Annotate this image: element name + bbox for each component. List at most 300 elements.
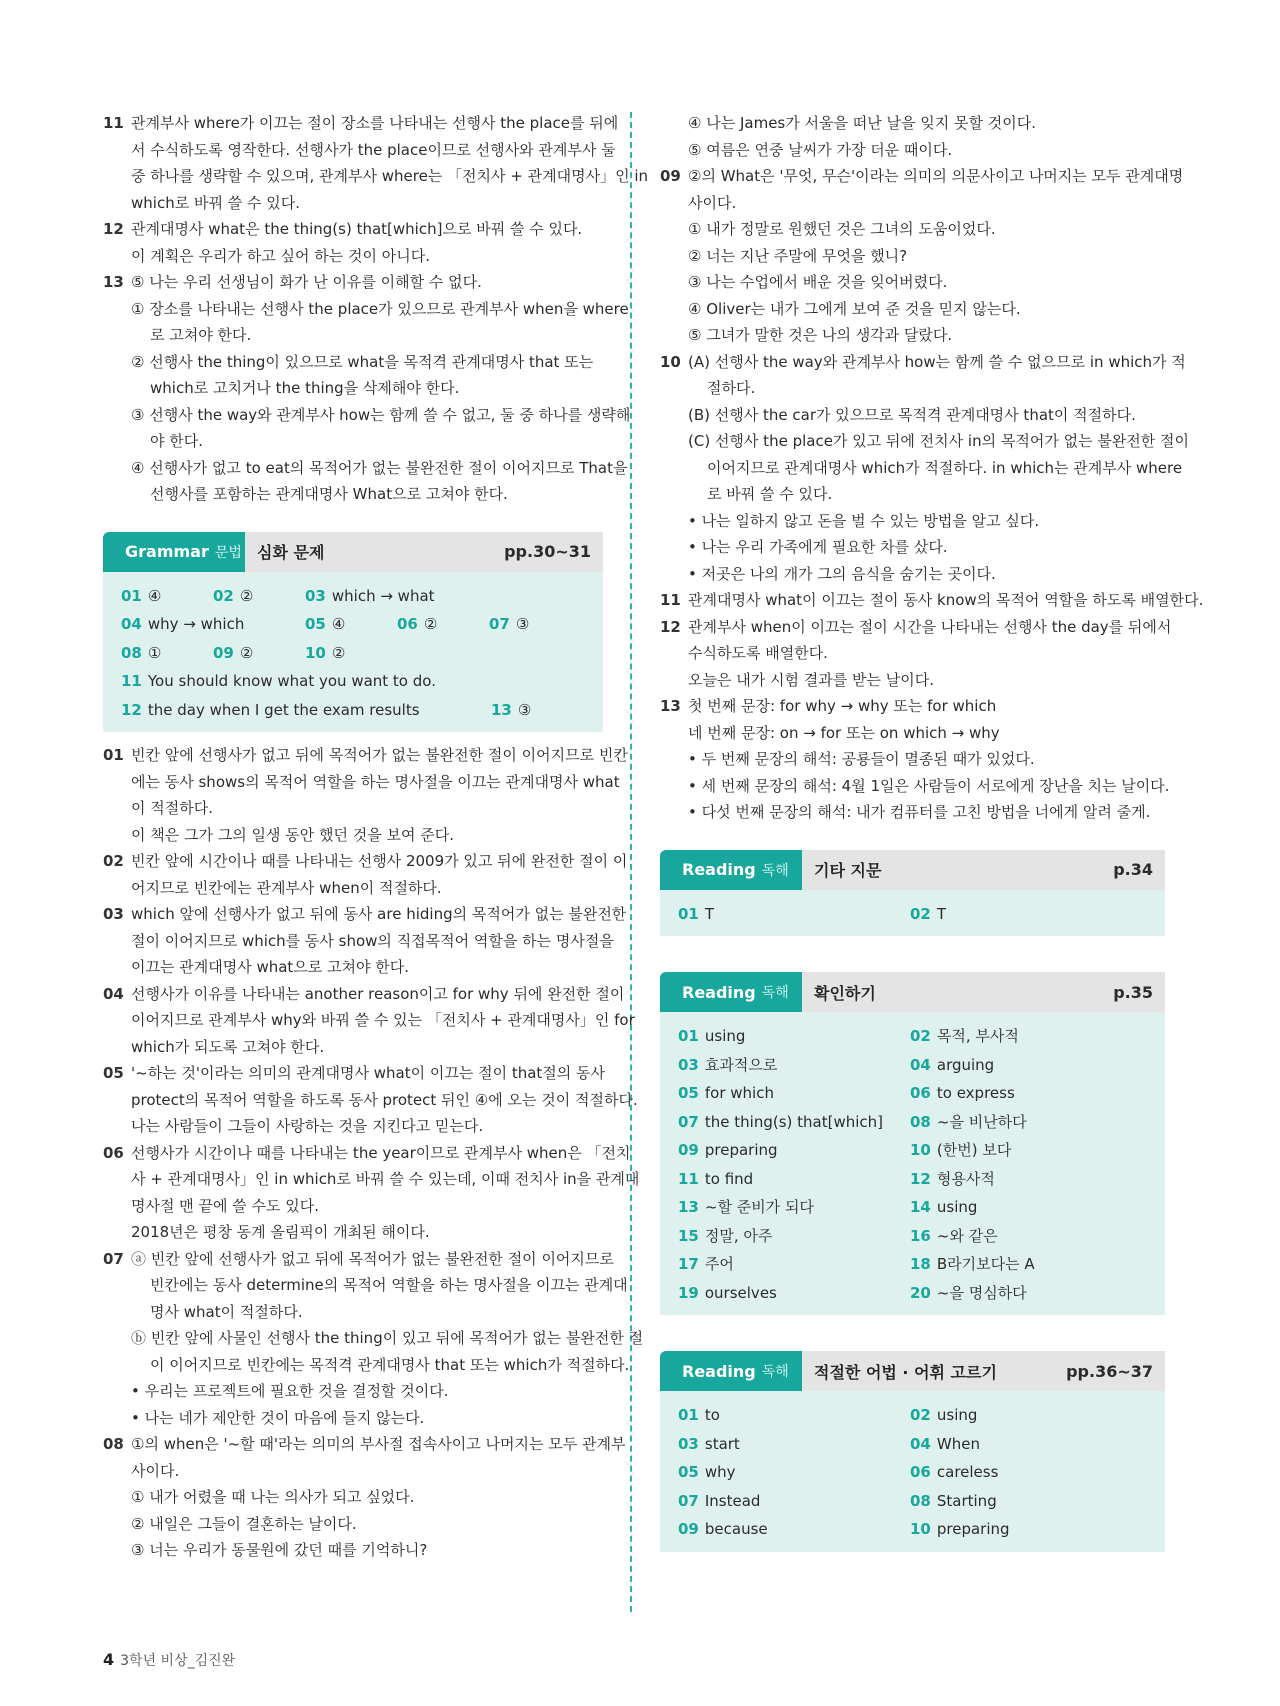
answer-row	[678, 1487, 1147, 1516]
answer-number: 06	[397, 615, 418, 633]
explanation-line	[103, 243, 603, 270]
answer-number: 02	[910, 904, 931, 923]
item-number: 12	[103, 220, 124, 238]
answer-row	[121, 696, 585, 725]
answer-number: 07	[678, 1491, 699, 1510]
answer-cell	[910, 900, 946, 929]
explanation-text: ②의 What은 '무엇, 무슨'이라는 의미의 의문사이고 나머지는 모두 관계대명	[688, 167, 1184, 185]
answer-cell	[678, 1487, 910, 1516]
answer-row	[678, 1022, 1147, 1051]
answer-cell	[910, 1222, 998, 1251]
right-mid-explanations	[660, 587, 1204, 746]
reading-section-2	[660, 972, 1165, 1315]
item-10	[660, 349, 1186, 376]
answer-number: 08	[910, 1112, 931, 1131]
reading3-pages: pp.36~37	[1066, 1351, 1165, 1391]
reading1-pages: p.34	[1113, 850, 1165, 890]
answer-cell	[678, 1458, 910, 1487]
answer-text: ②	[239, 586, 254, 605]
answer-text: 정말, 아주	[704, 1226, 773, 1245]
explanation-text: (A) 선행사 the way와 관계부사 how는 함께 쓸 수 없으므로 in which가 적	[688, 352, 1186, 371]
explanation-text: which 앞에 선행사가 없고 뒤에 동사 are hiding의 목적어가 없는 불완전한	[131, 905, 627, 923]
item-10-translations	[660, 508, 1165, 588]
answer-number: 02	[910, 1406, 931, 1424]
answer-number: 03	[678, 1055, 699, 1074]
reading1-title: 기타 지문	[802, 850, 1113, 890]
grammar-pages: pp.30~31	[504, 532, 603, 572]
answer-cell	[678, 1430, 910, 1459]
reading2-tag: Reading 독해	[660, 972, 802, 1012]
item-07-b	[103, 1325, 644, 1378]
text-line: 이어지므로 관계대명사 which가 적절하다. in which는 관계부사 where	[707, 458, 1183, 477]
answer-text: arguing	[936, 1055, 995, 1074]
answer-row	[678, 1430, 1147, 1459]
explanation-line	[103, 1193, 603, 1220]
answer-number: 10	[305, 643, 326, 662]
answer-cell	[121, 667, 436, 696]
answer-text: the day when I get the exam results	[147, 700, 420, 719]
text-line: 로 고쳐야 한다.	[150, 326, 252, 344]
text-line: ① 장소를 나타내는 선행사 the place가 있으므로 관계부사 when을 where	[131, 299, 629, 318]
answer-row	[678, 1193, 1147, 1222]
explanation-line	[103, 1113, 603, 1140]
text-line: ④ 선행사가 없고 to eat의 목적어가 없는 불완전한 절이 이어지므로 That을	[131, 458, 628, 477]
answer-number: 17	[678, 1255, 699, 1273]
answer-number: 13	[491, 700, 512, 719]
answer-cell	[678, 1222, 910, 1251]
answer-number: 11	[678, 1169, 699, 1188]
answer-text: T	[936, 904, 947, 923]
answer-cell	[397, 610, 489, 639]
explanation-line	[103, 848, 628, 875]
answer-number: 12	[121, 700, 142, 719]
text-line: ⑤ 그녀가 말한 것은 나의 생각과 달랐다.	[688, 326, 953, 344]
answer-number: 10	[910, 1520, 931, 1538]
answer-cell	[910, 1079, 1015, 1108]
answer-cell	[678, 900, 910, 929]
answer-row	[678, 1136, 1147, 1165]
answer-cell	[910, 1250, 1035, 1279]
explanation-line	[103, 1087, 638, 1114]
answer-number: 09	[213, 643, 234, 662]
answer-cell	[678, 1250, 910, 1279]
answer-cell	[678, 1193, 910, 1222]
explanation-text: 선행사가 시간이나 때를 나타내는 the year이므로 관계부사 when은 「전치	[131, 1143, 631, 1162]
answer-row	[121, 667, 585, 696]
explanation-text: 이끄는 관계대명사 what으로 고쳐야 한다.	[131, 958, 410, 976]
reading2-pages: p.35	[1113, 972, 1165, 1012]
answer-cell	[678, 1051, 910, 1080]
answer-number: 04	[910, 1055, 931, 1074]
item-number: 02	[103, 852, 124, 870]
explanation-text: ⑤ 나는 우리 선생님이 화가 난 이유를 이해할 수 없다.	[131, 273, 482, 291]
answer-cell	[910, 1165, 995, 1194]
explanation-text: 첫 번째 문장: for why → why 또는 for which	[688, 697, 997, 715]
answer-text: Instead	[704, 1491, 761, 1510]
reading2-answers	[660, 1012, 1165, 1315]
answer-row	[678, 1515, 1147, 1544]
explanation-line	[660, 614, 1172, 641]
right-column	[660, 110, 1204, 1552]
explanation-text: 이어지므로 관계부사 why와 바꿔 쓸 수 있는 「전치사 + 관계대명사」인 for	[131, 1011, 635, 1029]
explanation-text: 에는 동사 shows의 목적어 역할을 하는 명사절을 이끄는 관계대명사 what	[131, 772, 620, 791]
explanation-line	[103, 110, 619, 137]
answer-text: why	[704, 1463, 736, 1481]
grammar-tag: Grammar 문법	[103, 532, 245, 572]
answer-cell	[910, 1401, 977, 1430]
grammar-answers	[103, 572, 603, 733]
answer-row	[678, 1165, 1147, 1194]
explanation-text: 수식하도록 배열한다.	[688, 644, 828, 662]
answer-row	[678, 1279, 1147, 1308]
explanation-line	[660, 349, 1186, 376]
answer-text: ④	[331, 615, 346, 633]
text-line: • 두 번째 문장의 해석: 공룡들이 멸종된 때가 있었다.	[688, 750, 1035, 768]
explanation-text: which가 되도록 고쳐야 한다.	[131, 1037, 325, 1056]
left-bottom-explanations	[103, 742, 640, 1272]
explanation-text: 나는 사람들이 그들이 사랑하는 것을 지킨다고 믿는다.	[131, 1117, 484, 1135]
answer-number: 07	[678, 1112, 699, 1131]
item-08-translations	[103, 1484, 603, 1564]
answer-text: to express	[936, 1084, 1015, 1102]
answer-number: 08	[121, 643, 142, 662]
explanation-line	[103, 163, 649, 190]
answer-text: ③	[517, 700, 532, 719]
answer-cell	[910, 1136, 1011, 1165]
text-line: (B) 선행사 the car가 있으므로 목적격 관계대명사 that이 적절하다.	[688, 405, 1136, 424]
answer-cell	[910, 1022, 1019, 1051]
explanation-line	[103, 981, 625, 1008]
answer-number: 09	[678, 1141, 699, 1159]
answer-row	[678, 1458, 1147, 1487]
explanation-text: 관계대명사 what이 이끄는 절이 동사 know의 목적어 역할을 하도록 배열한다.	[688, 591, 1204, 609]
item-09	[660, 163, 1184, 216]
text-line: • 다섯 번째 문장의 해석: 내가 컴퓨터를 고친 방법을 너에게 알려 줄게.	[688, 803, 1151, 821]
answer-text: 목적, 부사적	[936, 1027, 1019, 1045]
reading2-header	[660, 972, 1165, 1012]
text-line: • 나는 네가 제안한 것이 마음에 들지 않는다.	[131, 1408, 425, 1427]
explanation-line	[660, 667, 1165, 694]
explanation-text: ①의 when은 '~할 때'라는 의미의 부사절 접속사이고 나머지는 모두 관계부	[131, 1435, 626, 1453]
answer-text: ③	[515, 615, 530, 633]
explanation-line	[103, 1219, 603, 1246]
answer-text: ④	[147, 586, 162, 605]
answer-text: to	[704, 1406, 720, 1424]
answer-cell	[910, 1487, 997, 1516]
answer-number: 15	[678, 1226, 699, 1245]
explanation-text: 관계대명사 what은 the thing(s) that[which]으로 바꿔 쓸 수 있다.	[131, 220, 583, 238]
answer-text: ~할 준비가 되다	[704, 1198, 814, 1216]
item-08-translations-cont	[660, 110, 1165, 163]
answer-number: 01	[678, 1027, 699, 1045]
answer-cell	[489, 610, 529, 639]
answer-number: 03	[678, 1434, 699, 1453]
answer-row	[678, 1051, 1147, 1080]
text-line: which로 고치거나 the thing을 삭제해야 한다.	[150, 379, 460, 397]
answer-row	[678, 1108, 1147, 1137]
page-footer	[103, 1650, 235, 1670]
explanation-line	[103, 269, 603, 296]
answer-row	[121, 639, 585, 668]
item-13-translations	[660, 746, 1170, 826]
item-number: 09	[660, 167, 681, 185]
item-number: 05	[103, 1064, 124, 1082]
text-line: ① 내가 정말로 원했던 것은 그녀의 도움이었다.	[688, 220, 996, 238]
answer-cell	[121, 639, 213, 668]
answer-cell	[213, 639, 305, 668]
answer-number: 05	[678, 1084, 699, 1102]
explanation-line	[660, 640, 1165, 667]
explanation-text: 사이다.	[688, 193, 737, 212]
item-number: 13	[103, 273, 124, 291]
answer-cell	[305, 610, 397, 639]
grammar-title: 심화 문제	[245, 532, 504, 572]
text-line: ② 내일은 그들이 결혼하는 날이다.	[131, 1514, 357, 1533]
text-line: ⓑ 빈칸 앞에 사물인 선행사 the thing이 있고 뒤에 목적어가 없는 불완전한 절	[131, 1329, 644, 1347]
grammar-section	[103, 532, 603, 733]
answer-number: 10	[910, 1141, 931, 1159]
answer-cell	[678, 1136, 910, 1165]
answer-text: Starting	[936, 1491, 997, 1510]
answer-cell	[121, 696, 491, 725]
explanation-line	[103, 795, 603, 822]
answer-cell	[910, 1515, 1010, 1544]
answer-text: to find	[704, 1169, 754, 1188]
answer-number: 13	[678, 1198, 699, 1216]
text-line: 명사 what이 적절하다.	[150, 1302, 303, 1321]
answer-cell	[910, 1279, 1027, 1308]
item-13-sub-explanations	[103, 296, 631, 508]
answer-number: 12	[910, 1169, 931, 1188]
explanation-line	[660, 163, 1184, 190]
explanation-line	[103, 1034, 603, 1061]
explanation-text: 오늘은 내가 시험 결과를 받는 날이다.	[688, 670, 934, 689]
explanation-line	[103, 1166, 640, 1193]
answer-text: careless	[936, 1463, 999, 1481]
answer-number: 01	[678, 1406, 699, 1424]
text-line: 이 이어지므로 빈칸에는 목적격 관계대명사 that 또는 which가 적절하다.	[150, 1355, 630, 1374]
answer-text: ①	[147, 643, 162, 662]
item-07-continuation	[103, 1272, 628, 1325]
answer-row	[678, 900, 1147, 929]
answer-cell	[678, 1022, 910, 1051]
answer-number: 02	[213, 586, 234, 605]
grammar-header	[103, 532, 603, 572]
answer-number: 14	[910, 1198, 931, 1216]
text-line: (C) 선행사 the place가 있고 뒤에 전치사 in의 목적어가 없는 불완전한 절이	[688, 432, 1190, 450]
answer-text: ~을 비난하다	[936, 1112, 1027, 1131]
item-10-c-cont	[660, 455, 1183, 508]
answer-cell	[305, 582, 435, 611]
answer-text: B라기보다는 A	[936, 1255, 1035, 1273]
reading1-header	[660, 850, 1165, 890]
column-divider	[630, 112, 632, 1612]
answer-number: 11	[121, 672, 142, 690]
item-number: 01	[103, 746, 124, 764]
text-line: 빈칸에는 동사 determine의 목적어 역할을 하는 명사절을 이끄는 관계대	[150, 1276, 628, 1294]
answer-cell	[910, 1051, 994, 1080]
explanation-line	[660, 720, 1165, 747]
explanation-text: 절이 이어지므로 which를 동사 show의 직접목적어 역할을 하는 명사절을	[131, 931, 614, 950]
explanation-text: 어지므로 빈칸에는 관계부사 when이 적절하다.	[131, 878, 442, 897]
answer-number: 02	[910, 1027, 931, 1045]
answer-text: start	[704, 1434, 740, 1453]
text-line: • 나는 일하지 않고 돈을 벌 수 있는 방법을 알고 싶다.	[688, 511, 1040, 530]
answer-text: using	[936, 1198, 978, 1216]
answer-number: 20	[910, 1283, 931, 1302]
answer-cell	[678, 1401, 910, 1430]
item-09-translations	[660, 216, 1165, 349]
reading-section-1	[660, 850, 1165, 937]
text-line: ② 너는 지난 주말에 무엇을 했니?	[688, 246, 908, 265]
reading3-tag: Reading 독해	[660, 1351, 802, 1391]
answer-row	[121, 610, 585, 639]
text-line: • 나는 우리 가족에게 필요한 차를 샀다.	[688, 538, 948, 556]
answer-number: 01	[678, 904, 699, 923]
explanation-line	[103, 1431, 626, 1458]
answer-cell	[910, 1108, 1027, 1137]
explanation-text: 명사절 맨 끝에 쓸 수도 있다.	[131, 1196, 319, 1215]
answer-number: 05	[305, 615, 326, 633]
explanation-line	[103, 216, 603, 243]
item-number: 07	[103, 1249, 124, 1268]
item-number: 06	[103, 1143, 124, 1162]
text-line: ④ 나는 James가 서울을 떠난 날을 잊지 못할 것이다.	[688, 114, 1036, 132]
answer-number: 04	[121, 615, 142, 633]
text-line: ③ 너는 우리가 동물원에 갔던 때를 기억하니?	[131, 1541, 428, 1559]
answer-text: ~을 명심하다	[936, 1283, 1027, 1302]
text-line: ③ 선행사 the way와 관계부사 how는 함께 쓸 수 없고, 둘 중 하나를 생략해	[131, 405, 631, 424]
text-line: 야 한다.	[150, 432, 204, 450]
answer-row	[678, 1401, 1147, 1430]
explanation-text: 빈칸 앞에 시간이나 때를 나타내는 선행사 2009가 있고 뒤에 완전한 절이 이	[131, 852, 628, 870]
answer-text: ②	[423, 615, 438, 633]
explanation-text: which로 바꿔 쓸 수 있다.	[131, 193, 300, 212]
answer-number: 01	[121, 586, 142, 605]
item-08	[103, 1431, 626, 1484]
explanation-line	[103, 769, 620, 796]
answer-number: 06	[910, 1084, 931, 1102]
reading3-header	[660, 1351, 1165, 1391]
answer-cell	[121, 610, 305, 639]
explanation-text: 선행사가 이유를 나타내는 another reason이고 for why 뒤에 완전한 절이	[131, 984, 625, 1003]
item-number: 10	[660, 352, 681, 371]
text-line: • 우리는 프로젝트에 필요한 것을 결정할 것이다.	[131, 1382, 449, 1400]
reading3-title: 적절한 어법 · 어휘 고르기	[802, 1351, 1066, 1391]
answer-cell	[305, 639, 345, 668]
explanation-text: 사이다.	[131, 1461, 180, 1480]
answer-text: When	[936, 1434, 980, 1453]
explanation-text: 관계부사 where가 이끄는 절이 장소를 나타내는 선행사 the place를 뒤에	[131, 114, 619, 132]
answer-text: ②	[239, 643, 254, 662]
answer-text: You should know what you want to do.	[147, 672, 436, 690]
explanation-text: 이 계획은 우리가 하고 싶어 하는 것이 아니다.	[131, 246, 430, 265]
reading3-answers	[660, 1391, 1165, 1552]
explanation-line	[103, 954, 603, 981]
explanation-text: 사 + 관계대명사」인 in which로 바꿔 쓸 수 있는데, 이때 전치사 in을 관계대	[131, 1170, 640, 1188]
answer-text: ②	[331, 643, 346, 662]
answer-cell	[678, 1165, 910, 1194]
explanation-line	[103, 1140, 631, 1167]
answer-text: ourselves	[704, 1283, 777, 1302]
answer-text: preparing	[704, 1141, 778, 1159]
item-number: 11	[660, 591, 681, 609]
item-number: 03	[103, 905, 124, 923]
explanation-line	[103, 928, 614, 955]
answer-number: 07	[489, 615, 510, 633]
answer-number: 05	[678, 1463, 699, 1481]
answer-text: (한번) 보다	[936, 1141, 1012, 1159]
explanation-line	[103, 742, 628, 769]
explanation-text: 관계부사 when이 이끄는 절이 시간을 나타내는 선행사 the day를 뒤에서	[688, 617, 1172, 636]
explanation-text: 중 하나를 생략할 수 있으며, 관계부사 where는 「전치사 + 관계대명사」인 in	[131, 167, 649, 185]
answer-text: ~와 같은	[936, 1226, 998, 1245]
answer-number: 08	[910, 1491, 931, 1510]
answer-text: preparing	[936, 1520, 1010, 1538]
explanation-line	[660, 693, 1165, 720]
text-line: 절하다.	[707, 379, 756, 397]
text-line: ② 선행사 the thing이 있으므로 what을 목적격 관계대명사 that 또는	[131, 352, 594, 371]
explanation-text: 빈칸 앞에 선행사가 없고 뒤에 목적어가 없는 불완전한 절이 이어지므로 빈칸	[131, 746, 628, 764]
explanation-text: 이 책은 그가 그의 일생 동안 했던 것을 보여 준다.	[131, 825, 454, 844]
explanation-line	[103, 1246, 614, 1273]
explanation-line	[660, 190, 1165, 217]
answer-text: 주어	[704, 1255, 734, 1273]
answer-cell	[910, 1193, 977, 1222]
item-number: 04	[103, 984, 124, 1003]
page-number: 4	[103, 1650, 115, 1669]
item-number: 08	[103, 1435, 124, 1453]
reading-section-3	[660, 1351, 1165, 1552]
answer-text: the thing(s) that[which]	[704, 1112, 883, 1131]
explanation-text: '~하는 것'이라는 의미의 관계대명사 what이 이끄는 절이 that절의 동사	[131, 1064, 606, 1082]
explanation-text: 네 번째 문장: on → for 또는 on which → why	[688, 723, 1000, 742]
explanation-line	[103, 822, 603, 849]
text-line: • 세 번째 문장의 해석: 4월 1일은 사람들이 서로에게 장난을 치는 날이다.	[688, 776, 1170, 795]
answer-cell	[910, 1430, 980, 1459]
answer-text: T	[704, 904, 715, 923]
answer-number: 19	[678, 1283, 699, 1302]
explanation-line	[103, 190, 603, 217]
explanation-line	[103, 875, 603, 902]
explanation-text: 2018년은 평창 동계 올림픽이 개최된 해이다.	[131, 1223, 430, 1241]
left-column	[103, 110, 649, 1564]
answer-cell	[678, 1079, 910, 1108]
text-line: ⑤ 여름은 연중 날씨가 가장 더운 때이다.	[688, 140, 953, 159]
answer-number: 18	[910, 1255, 931, 1273]
text-line: ④ Oliver는 내가 그에게 보여 준 것을 믿지 않는다.	[688, 299, 1021, 318]
text-line: 로 바꿔 쓸 수 있다.	[707, 485, 833, 503]
answer-cell	[678, 1515, 910, 1544]
answer-cell	[213, 582, 305, 611]
answer-row	[678, 1250, 1147, 1279]
reading1-answers	[660, 890, 1165, 937]
answer-cell	[121, 582, 213, 611]
answer-number: 03	[305, 586, 326, 605]
answer-text: for which	[704, 1084, 774, 1102]
reading2-title: 확인하기	[802, 972, 1113, 1012]
text-line: ① 내가 어렸을 때 나는 의사가 되고 싶었다.	[131, 1488, 415, 1506]
book-title: 3학년 비상_김진완	[120, 1653, 236, 1669]
left-top-explanations	[103, 110, 649, 296]
text-line: ③ 나는 수업에서 배운 것을 잊어버렸다.	[688, 273, 948, 291]
explanation-line	[103, 1458, 603, 1485]
item-number: 13	[660, 697, 681, 715]
explanation-line	[103, 901, 627, 928]
answer-cell	[678, 1108, 910, 1137]
item-07-translations	[103, 1378, 603, 1431]
answer-text: because	[704, 1520, 768, 1538]
